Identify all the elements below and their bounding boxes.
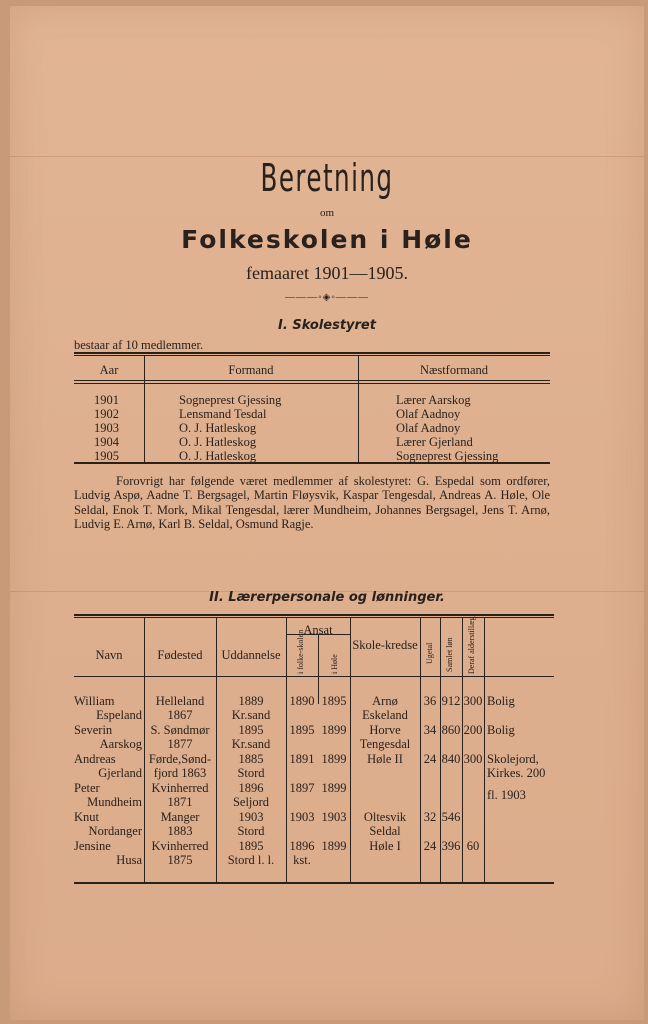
table-cell-samlet-lon: 840	[441, 752, 461, 766]
table-cell-navn: Husa	[116, 853, 142, 867]
table-cell-extra: fl. 1903	[487, 788, 526, 802]
table-cell-nestformand: Lærer Gjerland	[396, 435, 473, 449]
table-cell-fodested: 1883	[167, 824, 193, 838]
table-cell-navn: Gjerland	[98, 766, 142, 780]
section-1-intro: bestaar af 10 medlemmer.	[74, 338, 204, 352]
table-cell-ugetal: 34	[423, 723, 437, 737]
table-cell-uddannelse: Kr.sand	[231, 708, 271, 722]
table-cell-uddannelse: Seljord	[232, 795, 270, 809]
document-om: om	[319, 207, 335, 219]
table-cell-fodested: Helleland	[155, 694, 205, 708]
column-header-nestformand: Næstformand	[419, 363, 489, 377]
table-cell-formand: O. J. Hatleskog	[179, 435, 257, 449]
table-cell-ansat-folkeskolen: 1897	[289, 781, 315, 795]
table-cell-navn: Aarskog	[99, 737, 142, 751]
table-cell-ansat-hole: 1899	[321, 839, 347, 853]
table-cell-fodested: fjord 1863	[153, 766, 207, 780]
table-cell-samlet-lon: 546	[441, 810, 461, 824]
table-cell-uddannelse: 1895	[238, 723, 264, 737]
table-cell-samlet-lon: 912	[441, 694, 461, 708]
table-cell-fodested: 1875	[167, 853, 193, 867]
table-cell-ansat-folkeskolen: 1891	[289, 752, 315, 766]
table-cell-navn: Nordanger	[88, 824, 142, 838]
table-cell-navn: Peter	[74, 781, 100, 795]
table-cell-extra: Bolig	[487, 694, 515, 708]
table-cell-aar: 1902	[94, 407, 119, 421]
table-cell-navn: Mundheim	[87, 795, 142, 809]
table-cell-ugetal: 24	[423, 752, 437, 766]
table-cell-skolekredse: Horve	[369, 723, 401, 737]
section-1-paragraph: Forovrigt har følgende været medlemmer af skolestyret: G. Espedal som ordfører, Ludvig Aspø, Aadne T. Bergsagel, Martin Fløysvik, Kaspar Tengesdal, Andreas A. Høle, Ole Seldal, Enok T. Mork, Mikal Tengesdal, lærer Mundheim, Johannes Bergsagel, Jens T. Arnø, Ludvig E. Arnø, Karl B. Seldal, Osmund Ragje.	[74, 474, 550, 531]
table-cell-ansat-hole: 1895	[321, 694, 347, 708]
table-cell-uddannelse: Kr.sand	[231, 737, 271, 751]
table-cell-ansat-hole: 1899	[321, 723, 347, 737]
table-cell-ansat-hole: 1899	[321, 781, 347, 795]
teacher-table	[74, 614, 554, 884]
table-cell-fodested: 1867	[167, 708, 193, 722]
table-cell-deraf: 60	[466, 839, 480, 853]
document-period: femaaret 1901—1905.	[246, 263, 408, 283]
table-cell-deraf: 300	[463, 752, 483, 766]
table-cell-samlet-lon: 860	[441, 723, 461, 737]
table-cell-deraf: 200	[463, 723, 483, 737]
table-cell-extra: Kirkes. 200	[487, 766, 546, 780]
section-2-heading: II. Lærerpersonale og lønninger.	[209, 590, 445, 605]
table-cell-navn: Jensine	[74, 839, 111, 853]
table-cell-extra: Skolejord,	[487, 752, 539, 766]
table-cell-fodested: 1871	[167, 795, 193, 809]
table-cell-ugetal: 24	[423, 839, 437, 853]
table-cell-fodested: Kvinherred	[151, 781, 209, 795]
table-cell-aar: 1903	[94, 421, 119, 435]
table-cell-aar: 1904	[94, 435, 119, 449]
table-cell-uddannelse: 1903	[238, 810, 264, 824]
table-cell-uddannelse: 1889	[238, 694, 264, 708]
column-header-uddannelse: Uddannelse	[221, 648, 281, 662]
table-cell-uddannelse: 1885	[238, 752, 264, 766]
table-cell-ansat-folkeskolen: 1896	[289, 839, 315, 853]
column-header-ugetal: Ugetal	[425, 642, 434, 664]
table-cell-ansat-folkeskolen: 1895	[289, 723, 315, 737]
table-cell-fodested: Kvinherred	[151, 839, 209, 853]
table-cell-formand: O. J. Hatleskog	[179, 421, 257, 435]
document-subtitle: Folkeskolen i Høle	[181, 225, 473, 254]
table-cell-uddannelse: Stord	[237, 824, 265, 838]
table-cell-skolekredse: Tengesdal	[359, 737, 411, 751]
table-cell-uddannelse: Stord l. l.	[227, 853, 275, 867]
board-table	[74, 352, 550, 462]
table-cell-navn: Severin	[74, 723, 113, 737]
table-cell-skolekredse: Høle I	[369, 839, 401, 853]
table-cell-ugetal: 36	[423, 694, 437, 708]
table-cell-formand: Sogneprest Gjessing	[179, 393, 282, 407]
table-cell-navn: Knut	[74, 810, 99, 824]
ornament-divider: ———◦◈◦———	[285, 292, 369, 303]
table-cell-ansat-hole: 1903	[321, 810, 347, 824]
column-header-skolekredse: Skole-kredse	[352, 638, 418, 652]
column-header-ansat: Ansat	[303, 623, 333, 637]
table-cell-fodested: Manger	[160, 810, 200, 824]
document-title: Beretning	[260, 156, 394, 200]
table-cell-uddannelse: 1895	[238, 839, 264, 853]
table-cell-skolekredse: Arnø	[372, 694, 398, 708]
table-cell-formand: O. J. Hatleskog	[179, 449, 257, 463]
column-header-ansat-hole: i Høle	[330, 654, 339, 674]
table-cell-skolekredse: Seldal	[369, 824, 401, 838]
table-cell-ansat-folkeskolen: 1903	[289, 810, 315, 824]
column-header-fodested: Fødested	[157, 648, 203, 662]
table-cell-formand: Lensmand Tesdal	[179, 407, 267, 421]
paper-sheet	[10, 6, 644, 1020]
column-header-samlet-lon: Samlet løn	[445, 637, 454, 672]
table-cell-aar: 1905	[94, 449, 119, 463]
table-cell-nestformand: Sogneprest Gjessing	[396, 449, 499, 463]
table-cell-fodested: Førde,Sønd-	[148, 752, 212, 766]
table-cell-navn: William	[74, 694, 115, 708]
section-1-heading: I. Skolestyret	[278, 318, 376, 333]
table-cell-fodested: S. Søndmør	[150, 723, 210, 737]
table-cell-ansat-hole: 1899	[321, 752, 347, 766]
table-cell-ugetal: 32	[423, 810, 437, 824]
table-cell-samlet-lon: 396	[441, 839, 461, 853]
table-cell-uddannelse: 1896	[238, 781, 264, 795]
table-cell-aar: 1901	[94, 393, 119, 407]
table-cell-extra: Bolig	[487, 723, 515, 737]
column-header-deraf: Deraf alderstillæg	[467, 616, 476, 674]
table-cell-skolekredse: Oltesvik	[363, 810, 407, 824]
table-cell-deraf: 300	[463, 694, 483, 708]
table-cell-skolekredse: Eskeland	[362, 708, 408, 722]
column-header-aar: Aar	[99, 363, 119, 377]
table-cell-ansat-note: kst.	[293, 853, 311, 867]
table-cell-fodested: 1877	[167, 737, 193, 751]
table-cell-ansat-folkeskolen: 1890	[289, 694, 315, 708]
column-header-ansat-folkeskolen: i folke-skolen	[296, 629, 305, 674]
column-header-navn: Navn	[95, 648, 123, 662]
table-cell-navn: Espeland	[96, 708, 142, 722]
table-cell-nestformand: Lærer Aarskog	[396, 393, 471, 407]
table-cell-uddannelse: Stord	[237, 766, 265, 780]
table-cell-nestformand: Olaf Aadnoy	[396, 421, 461, 435]
table-cell-nestformand: Olaf Aadnoy	[396, 407, 461, 421]
table-cell-skolekredse: Høle II	[367, 752, 403, 766]
column-header-formand: Formand	[228, 363, 274, 377]
table-cell-navn: Andreas	[74, 752, 116, 766]
